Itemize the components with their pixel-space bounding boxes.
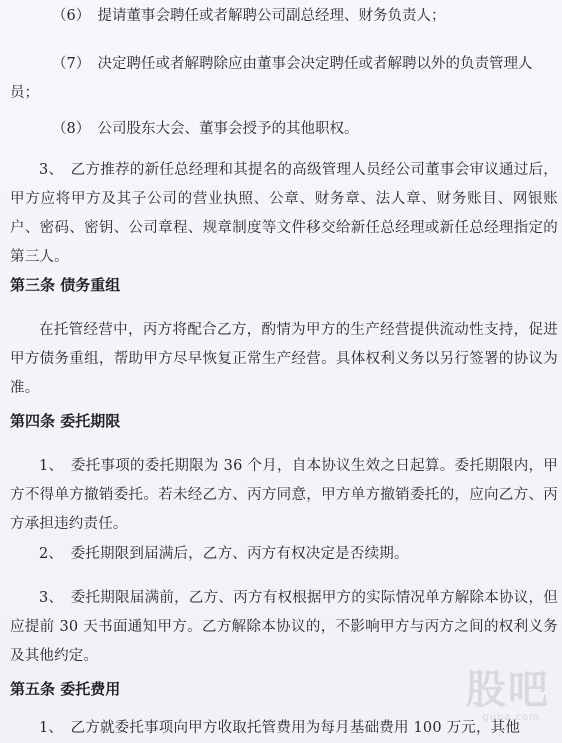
list-item-8: （8） 公司股东大会、董事会授予的其他职权。 bbox=[52, 121, 359, 137]
watermark-logo: 股吧 bbox=[466, 667, 550, 713]
article-5-clause-1: 1、 乙方就委托事项向甲方收取托管费用为每月基础费用 100 万元，其他 bbox=[39, 720, 521, 736]
watermark-url: guba.com bbox=[482, 712, 540, 723]
article-4-clause-1: 1、 委托事项的委托期限为 36 个月，自本协议生效之日起算。委托期限内，甲方不得单方撤销委托。若未经乙方、丙方同意，甲方单方撤销委托的，应向乙方、丙方承担违约责任。 bbox=[10, 458, 558, 532]
article-4-clause-3: 3、 委托期限届满前，乙方、丙方有权根据甲方的实际情况单方解除本协议，但应提前 30 天书面通知甲方。乙方解除本协议的，不影响甲方与丙方之间的权利义务及其他约定。 bbox=[10, 590, 558, 664]
article-3-heading: 第三条 债务重组 bbox=[10, 276, 121, 294]
list-item-6: （6） 提请董事会聘任或者解聘公司副总经理、财务负责人； bbox=[52, 8, 446, 24]
paragraph-3: 3、 乙方推荐的新任总经理和其提名的高级管理人员经公司董事会审议通过后，甲方应将甲方及其子公司的营业执照、公章、财务章、法人章、财务账目、网银账户、密码、密钥、公司章程、规章制度等文件移交给新任总经理或新任总经理指定的第三人。 bbox=[10, 162, 558, 265]
article-4-clause-2: 2、 委托期限到届满后，乙方、丙方有权决定是否续期。 bbox=[39, 546, 409, 562]
article-5-heading: 第五条 委托费用 bbox=[10, 680, 121, 698]
article-4-heading: 第四条 委托期限 bbox=[10, 412, 121, 430]
list-item-7: （7） 决定聘任或者解聘除应由董事会决定聘任或者解聘以外的负责管理人员； bbox=[10, 56, 533, 101]
article-3-body: 在托管经营中，丙方将配合乙方，酌情为甲方的生产经营提供流动性支持，促进甲方债务重组，帮助甲方尽早恢复正常生产经营。具体权利义务以另行签署的协议为准。 bbox=[10, 322, 558, 396]
